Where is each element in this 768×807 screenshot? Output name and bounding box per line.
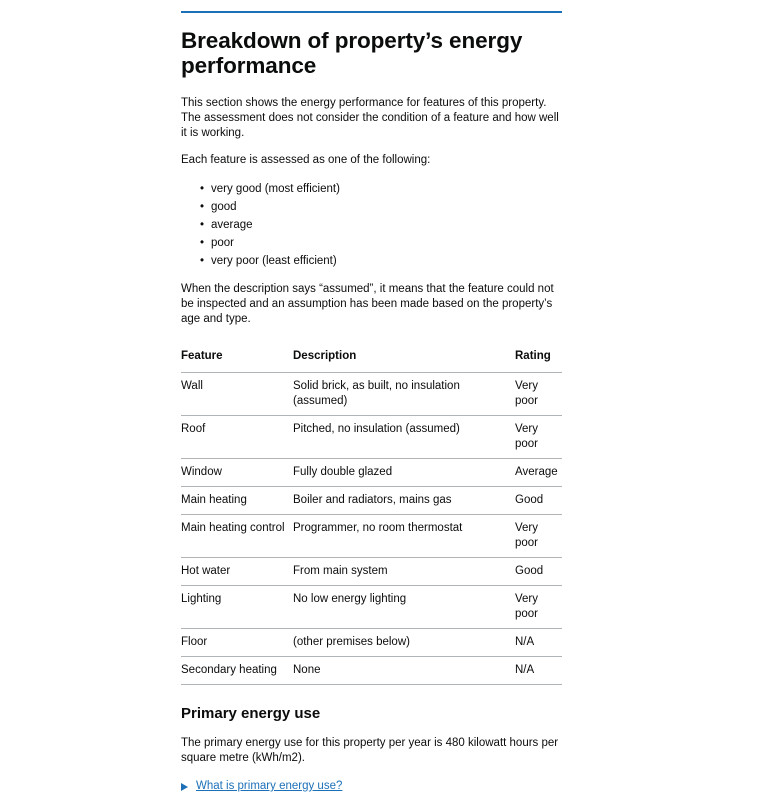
feature-cell: Floor	[181, 629, 293, 657]
description-cell: From main system	[293, 558, 515, 586]
table-row	[181, 629, 562, 657]
primary-energy-details[interactable]	[181, 779, 562, 794]
features-table	[181, 345, 562, 685]
bullet-icon: •	[200, 183, 205, 195]
rating-cell: Average	[515, 459, 562, 487]
table-row	[181, 515, 562, 558]
rating-cell: Very poor	[515, 515, 562, 558]
table-row	[181, 586, 562, 629]
rating-cell: Good	[515, 558, 562, 586]
description-cell: No low energy lighting	[293, 586, 515, 629]
table-row	[181, 459, 562, 487]
bullet-icon: •	[200, 255, 205, 267]
feature-cell: Wall	[181, 373, 293, 416]
list-item: • poor	[211, 234, 562, 252]
section-divider	[181, 11, 562, 13]
bullet-icon: •	[200, 219, 205, 231]
bullet-icon: •	[200, 201, 205, 213]
column-header-rating: Rating	[515, 345, 562, 373]
rating-cell: Very poor	[515, 416, 562, 459]
feature-cell: Window	[181, 459, 293, 487]
triangle-right-icon[interactable]	[181, 783, 188, 791]
feature-cell: Main heating control	[181, 515, 293, 558]
assumed-note: When the description says “assumed”, it means that the feature could not be inspected and an assumption has been made based on the property’s age and type.	[181, 283, 554, 325]
primary-energy-text: The primary energy use for this property per year is 480 kilowatt hours per square metre (kWh/m2).	[181, 737, 559, 764]
table-row	[181, 487, 562, 515]
description-cell: (other premises below)	[293, 629, 515, 657]
rating-cell: Good	[515, 487, 562, 515]
feature-cell: Main heating	[181, 487, 293, 515]
description-cell: Programmer, no room thermostat	[293, 515, 515, 558]
list-item: • average	[211, 216, 562, 234]
primary-energy-heading: Primary energy use	[181, 705, 321, 722]
intro-paragraph: This section shows the energy performance for features of this property. The assessment does not consider the condition of a feature and how well it is working.	[181, 97, 559, 139]
feature-cell: Lighting	[181, 586, 293, 629]
column-header-description: Description	[293, 345, 515, 373]
description-cell: None	[293, 657, 515, 685]
primary-energy-details-link[interactable]: What is primary energy use?	[196, 780, 343, 792]
energy-breakdown-section	[181, 0, 562, 794]
description-cell: Solid brick, as built, no insulation (assumed)	[293, 373, 515, 416]
column-header-feature: Feature	[181, 345, 293, 373]
rating-levels-list	[181, 180, 562, 270]
rating-cell: Very poor	[515, 586, 562, 629]
list-item: • good	[211, 198, 562, 216]
description-cell: Fully double glazed	[293, 459, 515, 487]
table-row	[181, 416, 562, 459]
description-cell: Pitched, no insulation (assumed)	[293, 416, 515, 459]
table-row	[181, 558, 562, 586]
list-item: • very good (most efficient)	[211, 180, 562, 198]
bullet-icon: •	[200, 237, 205, 249]
table-row	[181, 373, 562, 416]
rating-cell: N/A	[515, 629, 562, 657]
assessment-explanation: Each feature is assessed as one of the following:	[181, 154, 431, 166]
table-row	[181, 657, 562, 685]
feature-cell: Hot water	[181, 558, 293, 586]
feature-cell: Secondary heating	[181, 657, 293, 685]
rating-cell: Very poor	[515, 373, 562, 416]
page-heading: Breakdown of property’s energy performance	[181, 28, 523, 78]
list-item: • very poor (least efficient)	[211, 252, 562, 270]
feature-cell: Roof	[181, 416, 293, 459]
table-header-row	[181, 345, 562, 373]
description-cell: Boiler and radiators, mains gas	[293, 487, 515, 515]
rating-cell: N/A	[515, 657, 562, 685]
